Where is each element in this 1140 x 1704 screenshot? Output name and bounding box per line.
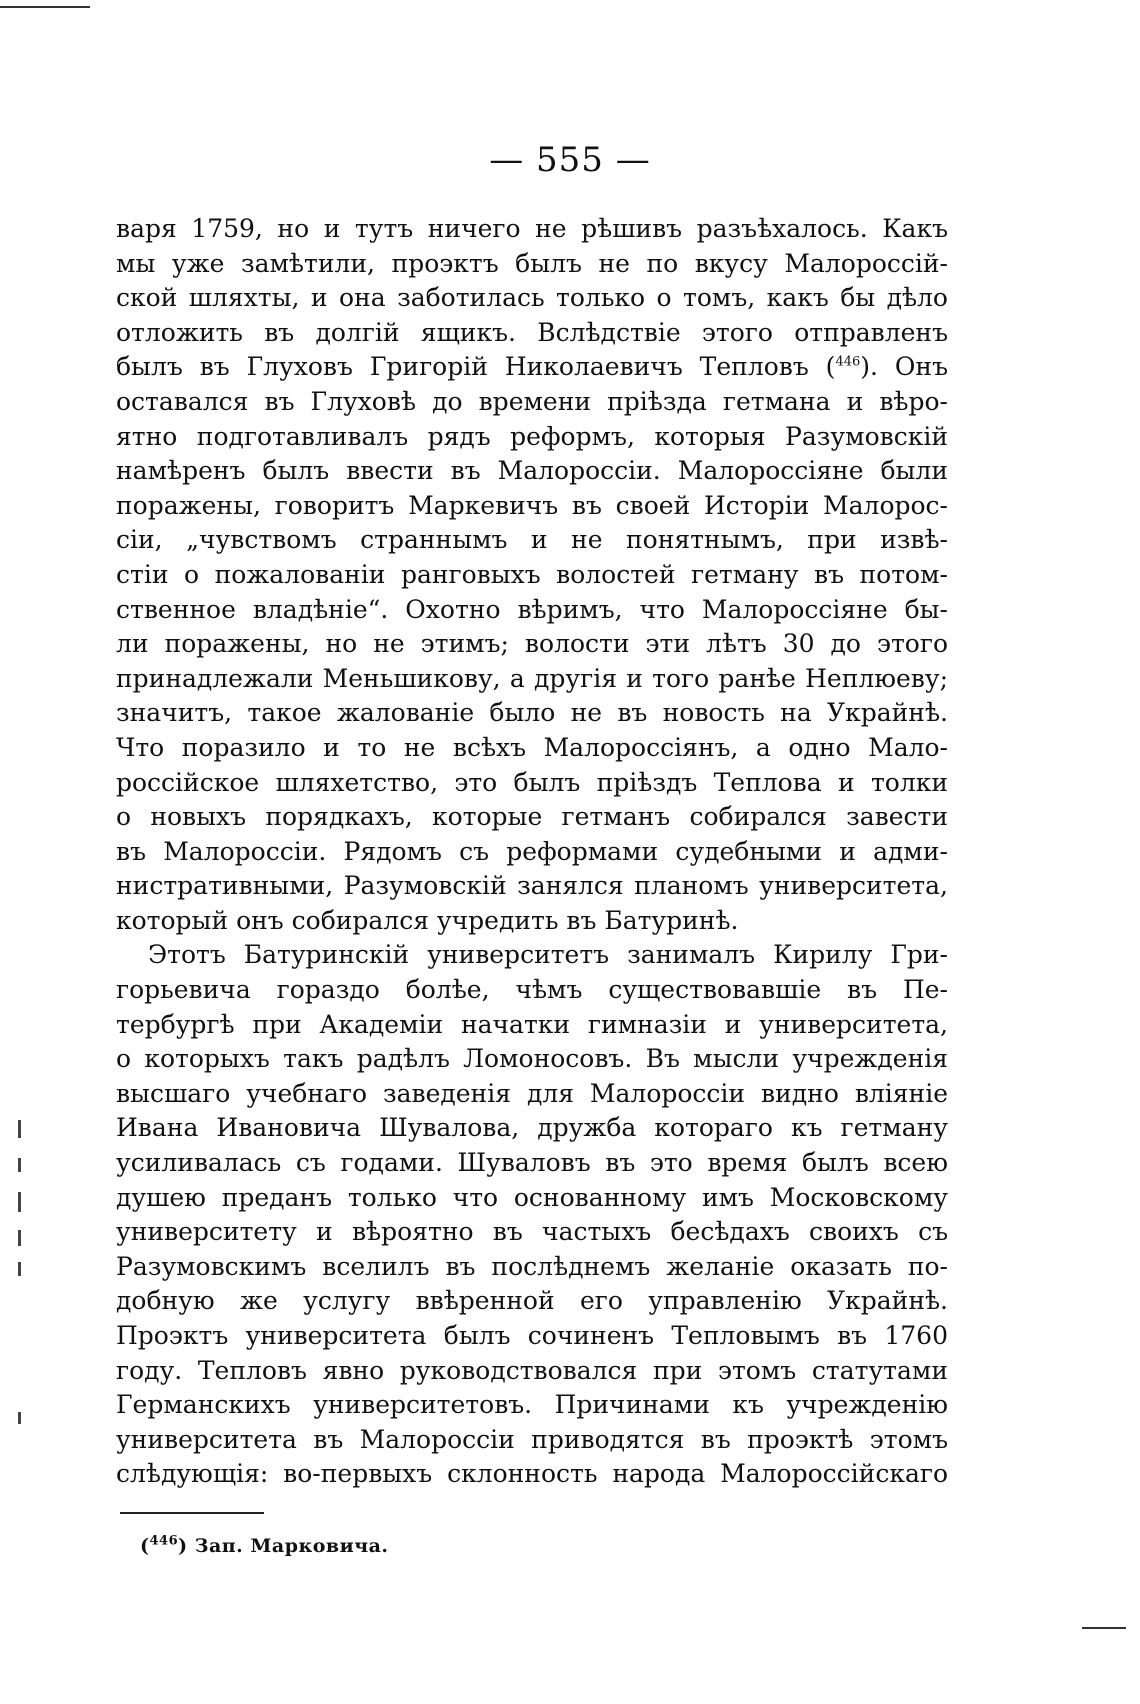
scan-margin-mark (18, 1158, 21, 1172)
text-line: поражены, говоритъ Маркевичъ въ своей Исторіи Малорос- (116, 490, 948, 520)
text-line: оставался въ Глуховѣ до времени пріѣзда гетмана и вѣро- (116, 386, 948, 416)
footnote-text: ) Зап. Марковича. (178, 1535, 389, 1557)
text-line: горьевича гораздо болѣе, чѣмъ существовавшіе въ Пе- (116, 975, 948, 1005)
text-line: варя 1759, но и тутъ ничего не рѣшивъ разъѣхалось. Какъ (116, 214, 948, 243)
text-line: сіи, „чувствомъ страннымъ и не понятнымъ, при извѣ- (116, 525, 948, 555)
text-line: ской шляхты, и она заботилась только о томъ, какъ бы дѣло (116, 283, 948, 313)
text-line: который онъ собирался учредить въ Батуринѣ. (116, 905, 739, 935)
text-line: ятно подготавливалъ рядъ реформъ, которыя Разумовскій (116, 421, 948, 451)
text-line: ственное владѣніе“. Охотно вѣримъ, что Малороссіяне бы- (116, 594, 948, 624)
text-line: душею преданъ только что основанному имъ Московскому (116, 1182, 948, 1212)
scan-margin-mark (18, 1192, 21, 1212)
body-text (116, 212, 948, 1492)
text-line: слѣдующія: во-первыхъ склонность народа Малороссійскаго (116, 1459, 948, 1489)
bottom-edge-rule (1082, 1627, 1126, 1629)
text-line: намѣренъ былъ ввести въ Малороссіи. Малороссіяне были (116, 456, 948, 486)
text-line: Разумовскимъ вселилъ въ послѣднемъ желаніе оказать по- (116, 1251, 948, 1281)
text-line: Ивана Ивановича Шувалова, дружба котораго къ гетману (116, 1113, 948, 1143)
top-edge-rule (0, 6, 90, 8)
text-line: значитъ, такое жалованіе было не въ новость на Украйнѣ. (116, 698, 948, 728)
text-line: Что поразило и то не всѣхъ Малороссіянъ, а одно Мало- (116, 732, 948, 762)
scan-margin-mark (18, 1120, 21, 1138)
footnote: ($^{446}$) Зап. Марковича. (140, 1533, 389, 1557)
text-line: принадлежали Меньшикову, а другія и того ранѣе Неплюеву; (116, 663, 948, 693)
text-line: мы уже замѣтили, проэктъ былъ не по вкусу Малороссій- (116, 248, 948, 278)
text-line: нистративными, Разумовскій занялся планомъ университета, (116, 871, 948, 901)
page-number: — 555 — (489, 140, 651, 180)
footnote-number: 446 (149, 1533, 179, 1549)
text-line: Этотъ Батуринскій университетъ занималъ Кирилу Гри- (148, 940, 948, 970)
text-line: россійское шляхетство, это былъ пріѣздъ Теплова и толки (116, 767, 948, 797)
footnote-ref-mark: 446 (835, 355, 861, 371)
text-line-with-footnote-ref (116, 350, 948, 385)
text-line: Германскихъ университетовъ. Причинами къ учрежденію (116, 1390, 948, 1420)
text-line: высшаго учебнаго заведенія для Малороссіи видно вліяніе (116, 1078, 948, 1108)
scan-margin-mark (18, 1412, 21, 1424)
text-line: о новыхъ порядкахъ, которые гетманъ собирался завести (116, 802, 948, 832)
text-line-part: ). Онъ (860, 352, 948, 382)
text-line: стіи о пожалованіи ранговыхъ волостей гетману въ потом- (116, 559, 948, 589)
text-line: году. Тепловъ явно руководствовался при этомъ статутами (116, 1355, 948, 1385)
scan-margin-mark (18, 1262, 21, 1276)
text-line: Проэктъ университета былъ сочиненъ Тепловымъ въ 1760 (116, 1321, 948, 1350)
text-line: добную же услугу ввѣренной его управленію Украйнѣ. (116, 1286, 948, 1316)
text-line: усиливалась съ годами. Шуваловъ въ это время былъ всею (116, 1148, 948, 1178)
text-line: университету и вѣроятно въ частыхъ бесѣдахъ своихъ съ (116, 1217, 948, 1247)
text-line: тербургѣ при Академіи начатки гимназіи и университета, (116, 1009, 948, 1039)
text-line: въ Малороссіи. Рядомъ съ реформами судебными и адми- (116, 836, 948, 866)
footnote-separator (120, 1512, 264, 1514)
text-line: университета въ Малороссіи приводятся въ проэктѣ этомъ (116, 1424, 948, 1454)
text-line: отложить въ долгій ящикъ. Вслѣдствіе этого отправленъ (116, 317, 948, 347)
scan-margin-mark (18, 1230, 21, 1246)
text-line: о которыхъ такъ радѣлъ Ломоносовъ. Въ мысли учрежденія (116, 1044, 948, 1074)
text-line-part: былъ въ Глуховъ Григорій Николаевичъ Тепловъ ( (116, 352, 836, 382)
text-line: ли поражены, но не этимъ; волости эти лѣтъ 30 до этого (116, 629, 948, 659)
